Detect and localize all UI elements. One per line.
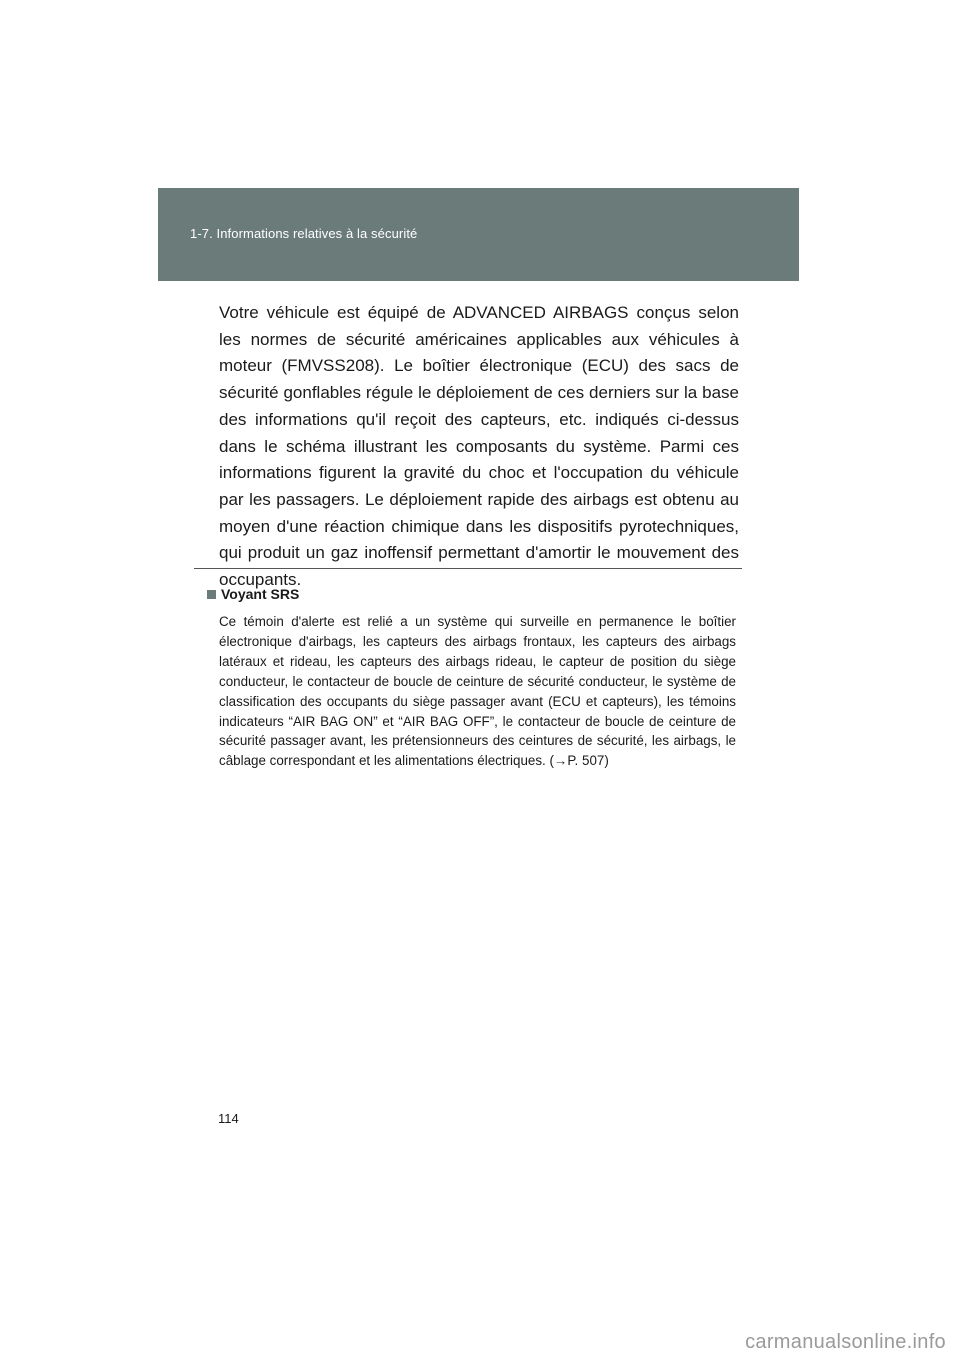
page-number: 114: [218, 1111, 239, 1126]
note-heading-text: Voyant SRS: [221, 586, 300, 602]
section-header-band: [158, 188, 799, 281]
square-bullet-icon: [207, 590, 216, 599]
section-title: 1-7. Informations relatives à la sécurité: [190, 226, 418, 241]
note-heading: [207, 586, 299, 602]
note-body: Ce témoin d'alerte est relié a un système qui surveille en permanence le boîtier électronique d'airbags, les capteurs des airbags frontaux, les capteurs des airbags latéraux et rideau, les capteurs des airbags rideau, le capteur de position du siège conducteur, le contacteur de boucle de ceinture de sécurité conducteur, le système de classification des occupants du siège passager avant (ECU et capteurs), les témoins indicateurs “AIR BAG ON” et “AIR BAG OFF”, le contacteur de boucle de ceinture de sécurité passager avant, les prétensionneurs des ceintures de sécurité, les airbags, le câblage correspondant et les alimentations électriques. (→P. 507): [219, 614, 736, 769]
intro-paragraph: Votre véhicule est équipé de ADVANCED AIRBAGS conçus selon les normes de sécurité américaines applicables aux véhicules à moteur (FMVSS208). Le boîtier électronique (ECU) des sacs de sécurité gonflables régule le déploiement de ces derniers sur la base des informations qu'il reçoit des capteurs, etc. indiqués ci-dessus dans le schéma illustrant les composants du système. Parmi ces informations figurent la gravité du choc et l'occupation du véhicule par les passagers. Le déploiement rapide des airbags est obtenu au moyen d'une réaction chimique dans les dispositifs pyrotechniques, qui produit un gaz inoffensif permettant d'amortir le mouvement des occupants.: [219, 303, 739, 590]
section-divider: [194, 568, 742, 569]
watermark: carmanualsonline.info: [745, 1331, 946, 1353]
